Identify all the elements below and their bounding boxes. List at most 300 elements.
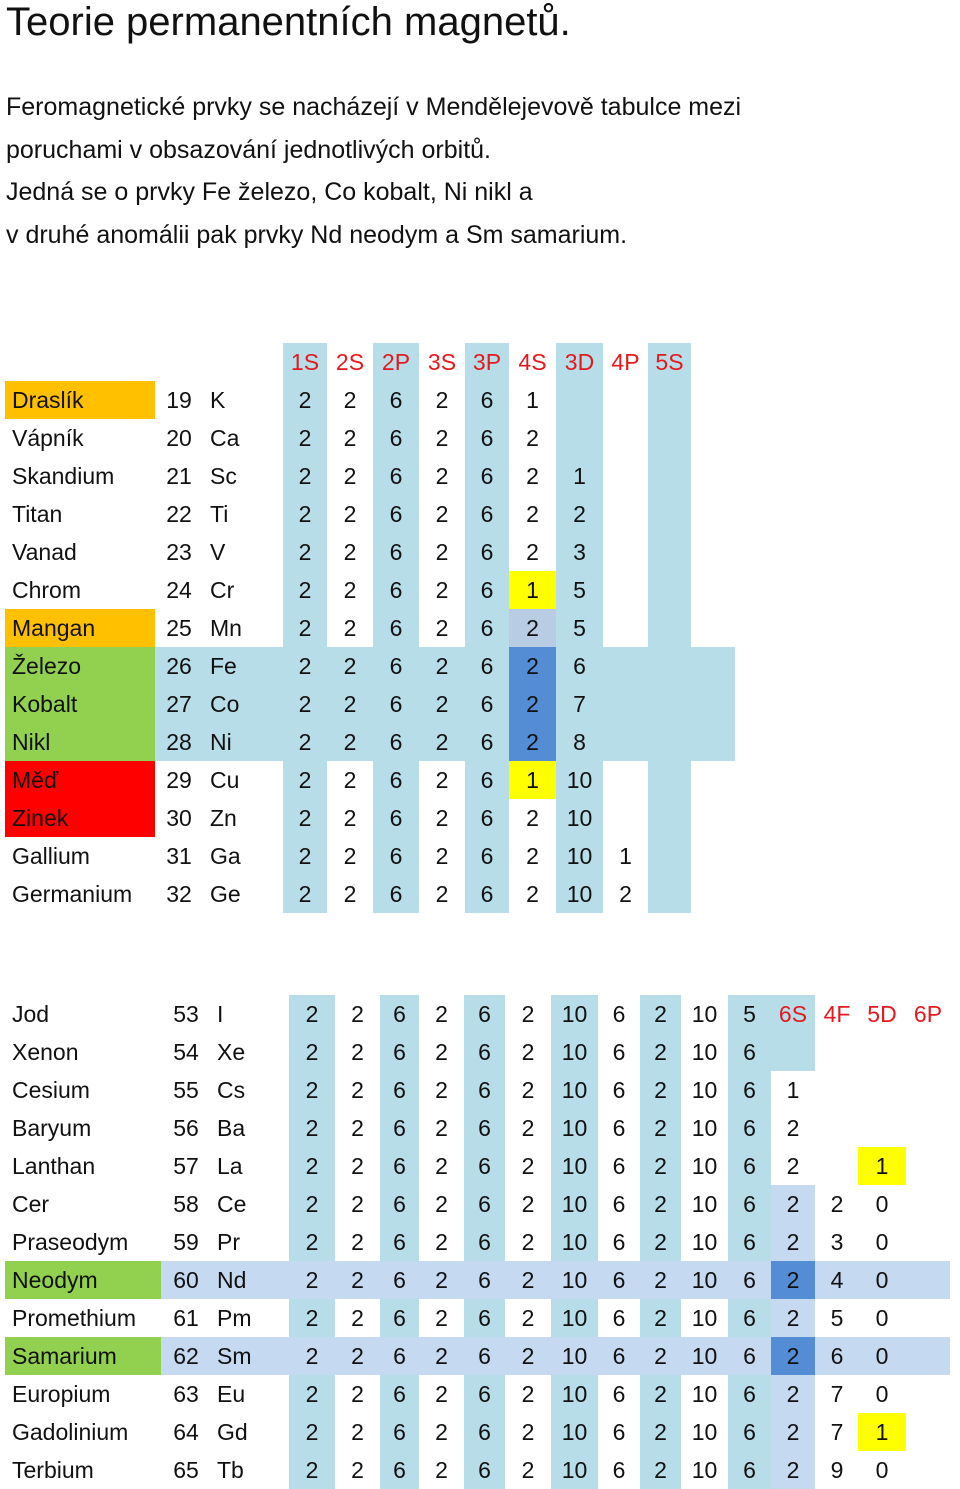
electron-count: 6 [393, 1115, 406, 1141]
electron-count: 6 [389, 463, 403, 489]
electron-count: 6 [612, 1419, 626, 1445]
electron-count: 2 [305, 1419, 319, 1445]
electron-count: 7 [830, 1381, 844, 1407]
atomic-number: 64 [173, 1419, 199, 1445]
electron-count: 6 [393, 1077, 406, 1103]
atomic-number: 65 [173, 1457, 199, 1483]
electron-count: 2 [654, 1381, 667, 1407]
electron-count: 2 [435, 1191, 448, 1217]
element-symbol: Gd [217, 1419, 248, 1445]
electron-count: 5 [573, 615, 586, 641]
electron-count: 6 [389, 577, 403, 603]
atomic-number: 20 [166, 425, 192, 451]
electron-count: 6 [478, 1115, 491, 1141]
electron-count: 2 [305, 1457, 319, 1483]
electron-count: 2 [654, 1229, 667, 1255]
electron-count: 2 [351, 1457, 364, 1483]
orbital-header: 6P [913, 1001, 943, 1027]
element-symbol: La [217, 1153, 243, 1179]
electron-count: 2 [435, 767, 449, 793]
electron-count: 2 [435, 1115, 448, 1141]
electron-count: 6 [612, 1001, 626, 1027]
electron-count: 2 [654, 1077, 667, 1103]
electron-count: 6 [478, 1077, 491, 1103]
element-symbol: Ba [217, 1115, 246, 1141]
electron-count: 0 [875, 1267, 889, 1293]
electron-count: 2 [526, 805, 539, 831]
orbital-header: 3P [472, 349, 502, 375]
element-name: Germanium [12, 881, 133, 907]
electron-count: 2 [343, 501, 357, 527]
electron-count: 2 [351, 1001, 364, 1027]
electron-count: 8 [573, 729, 586, 755]
electron-count: 2 [654, 1457, 667, 1483]
electron-count: 2 [298, 729, 312, 755]
electron-count: 5 [830, 1305, 844, 1331]
electron-count: 6 [480, 387, 494, 413]
electron-count: 2 [521, 1229, 535, 1255]
electron-count: 10 [561, 1039, 588, 1065]
electron-count: 1 [526, 387, 539, 413]
electron-count: 2 [305, 1343, 319, 1369]
electron-count: 1 [573, 463, 586, 489]
element-name: Europium [12, 1381, 111, 1407]
electron-count: 6 [743, 1305, 756, 1331]
electron-count: 6 [478, 1457, 491, 1483]
electron-count: 2 [343, 539, 357, 565]
electron-count: 10 [691, 1191, 718, 1217]
electron-count: 2 [786, 1267, 800, 1293]
electron-count: 6 [478, 1153, 491, 1179]
electron-count: 2 [521, 1457, 535, 1483]
electron-count: 10 [691, 1343, 718, 1369]
electron-count: 6 [478, 1381, 491, 1407]
electron-count: 10 [561, 1457, 588, 1483]
electron-count: 10 [566, 805, 593, 831]
electron-count: 2 [521, 1153, 535, 1179]
element-symbol: Zn [210, 805, 237, 831]
element-symbol: Cs [217, 1077, 246, 1103]
element-symbol: Ga [210, 843, 241, 869]
electron-count: 6 [393, 1457, 406, 1483]
electron-count: 2 [343, 463, 357, 489]
atomic-number: 61 [173, 1305, 199, 1331]
element-name: Měď [12, 767, 59, 793]
electron-count: 2 [526, 653, 539, 679]
electron-count: 2 [521, 1381, 535, 1407]
atomic-number: 24 [166, 577, 192, 603]
electron-count: 6 [612, 1229, 626, 1255]
electron-count: 2 [435, 463, 449, 489]
electron-count: 1 [526, 767, 539, 793]
electron-count: 3 [573, 539, 586, 565]
electron-count: 2 [343, 577, 357, 603]
page-title: Teorie permanentních magnetů. [6, 0, 571, 44]
electron-count: 2 [786, 1191, 800, 1217]
element-name: Železo [12, 653, 82, 679]
electron-count: 2 [526, 501, 539, 527]
electron-count: 6 [743, 1229, 756, 1255]
electron-count: 6 [393, 1191, 406, 1217]
electron-count: 2 [351, 1039, 364, 1065]
electron-count: 2 [305, 1115, 319, 1141]
electron-count: 2 [298, 577, 312, 603]
electron-count: 1 [526, 577, 539, 603]
electron-count: 2 [298, 501, 312, 527]
electron-count: 6 [743, 1343, 756, 1369]
electron-count: 10 [566, 843, 593, 869]
electron-count: 2 [435, 1001, 448, 1027]
electron-count: 6 [612, 1191, 626, 1217]
electron-count: 2 [435, 1457, 448, 1483]
electron-count: 6 [743, 1115, 756, 1141]
electron-count: 10 [691, 1115, 718, 1141]
electron-count: 2 [435, 1305, 448, 1331]
electron-count: 6 [393, 1153, 406, 1179]
element-name: Promethium [12, 1305, 136, 1331]
electron-count: 2 [298, 691, 312, 717]
electron-count: 6 [389, 805, 403, 831]
electron-count: 2 [435, 1381, 448, 1407]
atomic-number: 22 [166, 501, 192, 527]
electron-count: 2 [298, 881, 312, 907]
electron-count: 2 [654, 1001, 667, 1027]
electron-count: 2 [619, 881, 632, 907]
electron-count: 2 [521, 1077, 535, 1103]
element-name: Baryum [12, 1115, 92, 1141]
electron-count: 0 [875, 1191, 889, 1217]
orbital-header: 1S [290, 349, 320, 375]
electron-count: 2 [351, 1115, 364, 1141]
electron-count: 10 [561, 1077, 588, 1103]
electron-count: 2 [786, 1381, 800, 1407]
electron-count: 10 [691, 1039, 718, 1065]
electron-count: 2 [435, 539, 449, 565]
atomic-number: 54 [173, 1039, 199, 1065]
element-name: Praseodym [12, 1229, 129, 1255]
electron-count: 2 [521, 1115, 535, 1141]
atomic-number: 56 [173, 1115, 199, 1141]
electron-count: 2 [305, 1077, 319, 1103]
electron-count: 2 [343, 615, 357, 641]
atomic-number: 23 [166, 539, 192, 565]
electron-count: 2 [435, 691, 449, 717]
element-name: Skandium [12, 463, 115, 489]
electron-count: 2 [654, 1305, 667, 1331]
element-name: Neodym [12, 1267, 98, 1293]
electron-count: 2 [435, 577, 449, 603]
electron-count: 6 [743, 1191, 756, 1217]
electron-count: 2 [435, 1039, 448, 1065]
electron-count: 2 [435, 653, 449, 679]
electron-count: 2 [654, 1419, 667, 1445]
electron-count: 2 [654, 1153, 667, 1179]
electron-count: 2 [521, 1305, 535, 1331]
electron-count: 10 [561, 1343, 588, 1369]
electron-count: 6 [389, 501, 403, 527]
electron-count: 2 [654, 1267, 667, 1293]
element-symbol: Fe [210, 653, 237, 679]
element-symbol: Ge [210, 881, 241, 907]
intro-line: Jedná se o prvky Fe železo, Co kobalt, Ni nikl a [6, 178, 533, 206]
electron-count: 6 [480, 463, 494, 489]
atomic-number: 19 [166, 387, 192, 413]
electron-count: 6 [480, 539, 494, 565]
orbital-header: 2P [381, 349, 411, 375]
element-name: Chrom [12, 577, 82, 603]
electron-count: 2 [298, 615, 312, 641]
electron-count: 7 [830, 1419, 844, 1445]
electron-count: 2 [435, 805, 449, 831]
electron-count: 6 [612, 1115, 626, 1141]
atomic-number: 55 [173, 1077, 199, 1103]
atomic-number: 31 [166, 843, 192, 869]
atomic-number: 32 [166, 881, 192, 907]
electron-count: 10 [561, 1305, 588, 1331]
electron-count: 6 [389, 843, 403, 869]
electron-count: 6 [389, 615, 403, 641]
electron-count: 3 [830, 1229, 844, 1255]
electron-count: 6 [478, 1419, 491, 1445]
electron-count: 2 [526, 615, 539, 641]
element-symbol: Cr [210, 577, 235, 603]
electron-count: 10 [691, 1419, 718, 1445]
electron-count: 6 [480, 691, 494, 717]
electron-count: 2 [435, 1343, 448, 1369]
element-symbol: Ti [210, 501, 229, 527]
electron-count: 6 [612, 1039, 626, 1065]
electron-count: 2 [305, 1267, 319, 1293]
electron-count: 10 [566, 767, 593, 793]
element-symbol: K [210, 387, 226, 413]
electron-count: 2 [343, 691, 357, 717]
electron-count: 2 [343, 425, 357, 451]
electron-count: 2 [305, 1229, 319, 1255]
electron-count: 2 [298, 767, 312, 793]
atomic-number: 28 [166, 729, 192, 755]
atomic-number: 60 [173, 1267, 199, 1293]
orbital-header: 2S [335, 349, 365, 375]
element-name: Cer [12, 1191, 50, 1217]
electron-count: 2 [786, 1419, 800, 1445]
electron-count: 4 [830, 1267, 844, 1293]
electron-count: 6 [393, 1001, 406, 1027]
electron-count: 2 [786, 1115, 800, 1141]
electron-count: 6 [478, 1305, 491, 1331]
electron-count: 6 [389, 539, 403, 565]
electron-count: 1 [875, 1153, 889, 1179]
electron-count: 2 [435, 1229, 448, 1255]
electron-count: 6 [612, 1267, 626, 1293]
electron-count: 2 [343, 805, 357, 831]
element-symbol: Co [210, 691, 240, 717]
electron-count: 10 [561, 1115, 588, 1141]
atomic-number: 27 [166, 691, 192, 717]
element-name: Zinek [12, 805, 69, 831]
electron-count: 2 [298, 425, 312, 451]
electron-count: 6 [389, 881, 403, 907]
electron-count: 0 [875, 1381, 889, 1407]
intro-line: Feromagnetické prvky se nacházejí v Mendělejevově tabulce mezi [6, 93, 742, 121]
electron-count: 6 [743, 1077, 756, 1103]
electron-count: 6 [393, 1381, 406, 1407]
electron-count: 2 [830, 1191, 844, 1217]
electron-count: 6 [393, 1305, 406, 1331]
electron-count: 2 [305, 1039, 319, 1065]
element-name: Nikl [12, 729, 51, 755]
electron-count: 2 [435, 1267, 448, 1293]
electron-count: 6 [743, 1267, 756, 1293]
element-symbol: Xe [217, 1039, 246, 1065]
electron-count: 6 [480, 425, 494, 451]
atomic-number: 25 [166, 615, 192, 641]
element-symbol: I [217, 1001, 224, 1027]
electron-count: 6 [478, 1343, 491, 1369]
element-name: Gadolinium [12, 1419, 129, 1445]
orbital-header: 4P [611, 349, 640, 375]
electron-count: 10 [561, 1381, 588, 1407]
element-name: Terbium [12, 1457, 94, 1483]
atomic-number: 53 [173, 1001, 199, 1027]
electron-count: 2 [526, 539, 539, 565]
electron-count: 2 [786, 1343, 800, 1369]
electron-count: 2 [435, 1077, 448, 1103]
orbital-header: 5D [867, 1001, 897, 1027]
electron-count: 2 [526, 843, 539, 869]
electron-count: 6 [478, 1191, 491, 1217]
electron-count: 2 [343, 767, 357, 793]
electron-count: 6 [393, 1419, 406, 1445]
element-name: Cesium [12, 1077, 90, 1103]
electron-count: 2 [351, 1153, 364, 1179]
electron-count: 6 [389, 767, 403, 793]
electron-count: 2 [526, 881, 539, 907]
electron-count: 6 [480, 577, 494, 603]
electron-count: 2 [526, 691, 539, 717]
electron-count: 2 [305, 1153, 319, 1179]
orbital-header: 3S [427, 349, 457, 375]
electron-count: 2 [526, 729, 539, 755]
intro-paragraph [6, 86, 741, 256]
atomic-number: 59 [173, 1229, 199, 1255]
element-name: Vanad [12, 539, 77, 565]
electron-count: 10 [691, 1457, 718, 1483]
electron-count: 10 [691, 1305, 718, 1331]
electron-count: 2 [654, 1115, 667, 1141]
element-symbol: Eu [217, 1381, 246, 1407]
atomic-number: 57 [173, 1153, 199, 1179]
electron-count: 2 [343, 881, 357, 907]
electron-count: 6 [743, 1153, 756, 1179]
electron-count: 10 [691, 1267, 718, 1293]
electron-count: 6 [612, 1305, 626, 1331]
atomic-number: 62 [173, 1343, 199, 1369]
electron-count: 6 [478, 1267, 491, 1293]
electron-count: 2 [351, 1381, 364, 1407]
electron-count: 6 [478, 1229, 491, 1255]
electron-count: 2 [298, 843, 312, 869]
electron-count: 6 [480, 615, 494, 641]
electron-count: 6 [389, 425, 403, 451]
element-symbol: Ni [210, 729, 232, 755]
electron-count: 6 [389, 691, 403, 717]
electron-count: 2 [435, 1419, 448, 1445]
electron-count: 6 [480, 805, 494, 831]
element-symbol: Tb [217, 1457, 244, 1483]
atomic-number: 26 [166, 653, 192, 679]
atomic-number: 29 [166, 767, 192, 793]
electron-count: 0 [875, 1343, 889, 1369]
element-name: Draslík [12, 387, 84, 413]
orbital-header: 4S [518, 349, 547, 375]
electron-count: 2 [305, 1191, 319, 1217]
atomic-number: 63 [173, 1381, 199, 1407]
element-symbol: Mn [210, 615, 242, 641]
electron-count: 10 [566, 881, 593, 907]
electron-count: 10 [561, 1229, 588, 1255]
element-symbol: Sc [210, 463, 237, 489]
element-symbol: V [210, 539, 226, 565]
atomic-number: 21 [166, 463, 192, 489]
electron-count: 6 [389, 729, 403, 755]
electron-count: 2 [343, 387, 357, 413]
element-symbol: Cu [210, 767, 240, 793]
electron-count: 6 [743, 1381, 756, 1407]
electron-count: 2 [305, 1305, 319, 1331]
electron-count: 6 [480, 729, 494, 755]
electron-count: 6 [612, 1457, 626, 1483]
electron-count: 2 [435, 387, 449, 413]
electron-count: 10 [561, 1267, 588, 1293]
electron-count: 6 [743, 1039, 756, 1065]
element-name: Mangan [12, 615, 96, 641]
electron-count: 10 [561, 1191, 588, 1217]
orbital-header: 4F [823, 1001, 851, 1027]
electron-count: 9 [830, 1457, 844, 1483]
electron-count: 6 [743, 1457, 756, 1483]
electron-count: 2 [343, 843, 357, 869]
electron-count: 2 [351, 1343, 364, 1369]
electron-count: 10 [561, 1419, 588, 1445]
element-name: Lanthan [12, 1153, 96, 1179]
electron-count: 2 [298, 653, 312, 679]
electron-count: 2 [305, 1001, 319, 1027]
electron-count: 2 [343, 729, 357, 755]
electron-count: 6 [612, 1343, 626, 1369]
electron-count: 10 [691, 1229, 718, 1255]
orbital-header: 3D [564, 349, 595, 375]
electron-count: 2 [786, 1229, 800, 1255]
electron-count: 6 [480, 843, 494, 869]
electron-count: 10 [691, 1381, 718, 1407]
electron-count: 2 [786, 1305, 800, 1331]
electron-count: 2 [521, 1001, 535, 1027]
element-symbol: Pr [217, 1229, 240, 1255]
electron-count: 5 [573, 577, 586, 603]
electron-count: 6 [612, 1153, 626, 1179]
electron-count: 6 [393, 1343, 406, 1369]
electron-count: 6 [573, 653, 586, 679]
electron-count: 2 [521, 1419, 535, 1445]
electron-count: 1 [875, 1419, 889, 1445]
electron-count: 5 [743, 1001, 756, 1027]
electron-count: 6 [480, 767, 494, 793]
element-symbol: Ca [210, 425, 240, 451]
element-symbol: Sm [217, 1343, 252, 1369]
electron-count: 10 [561, 1001, 588, 1027]
electron-count: 10 [561, 1153, 588, 1179]
electron-count: 6 [478, 1039, 491, 1065]
